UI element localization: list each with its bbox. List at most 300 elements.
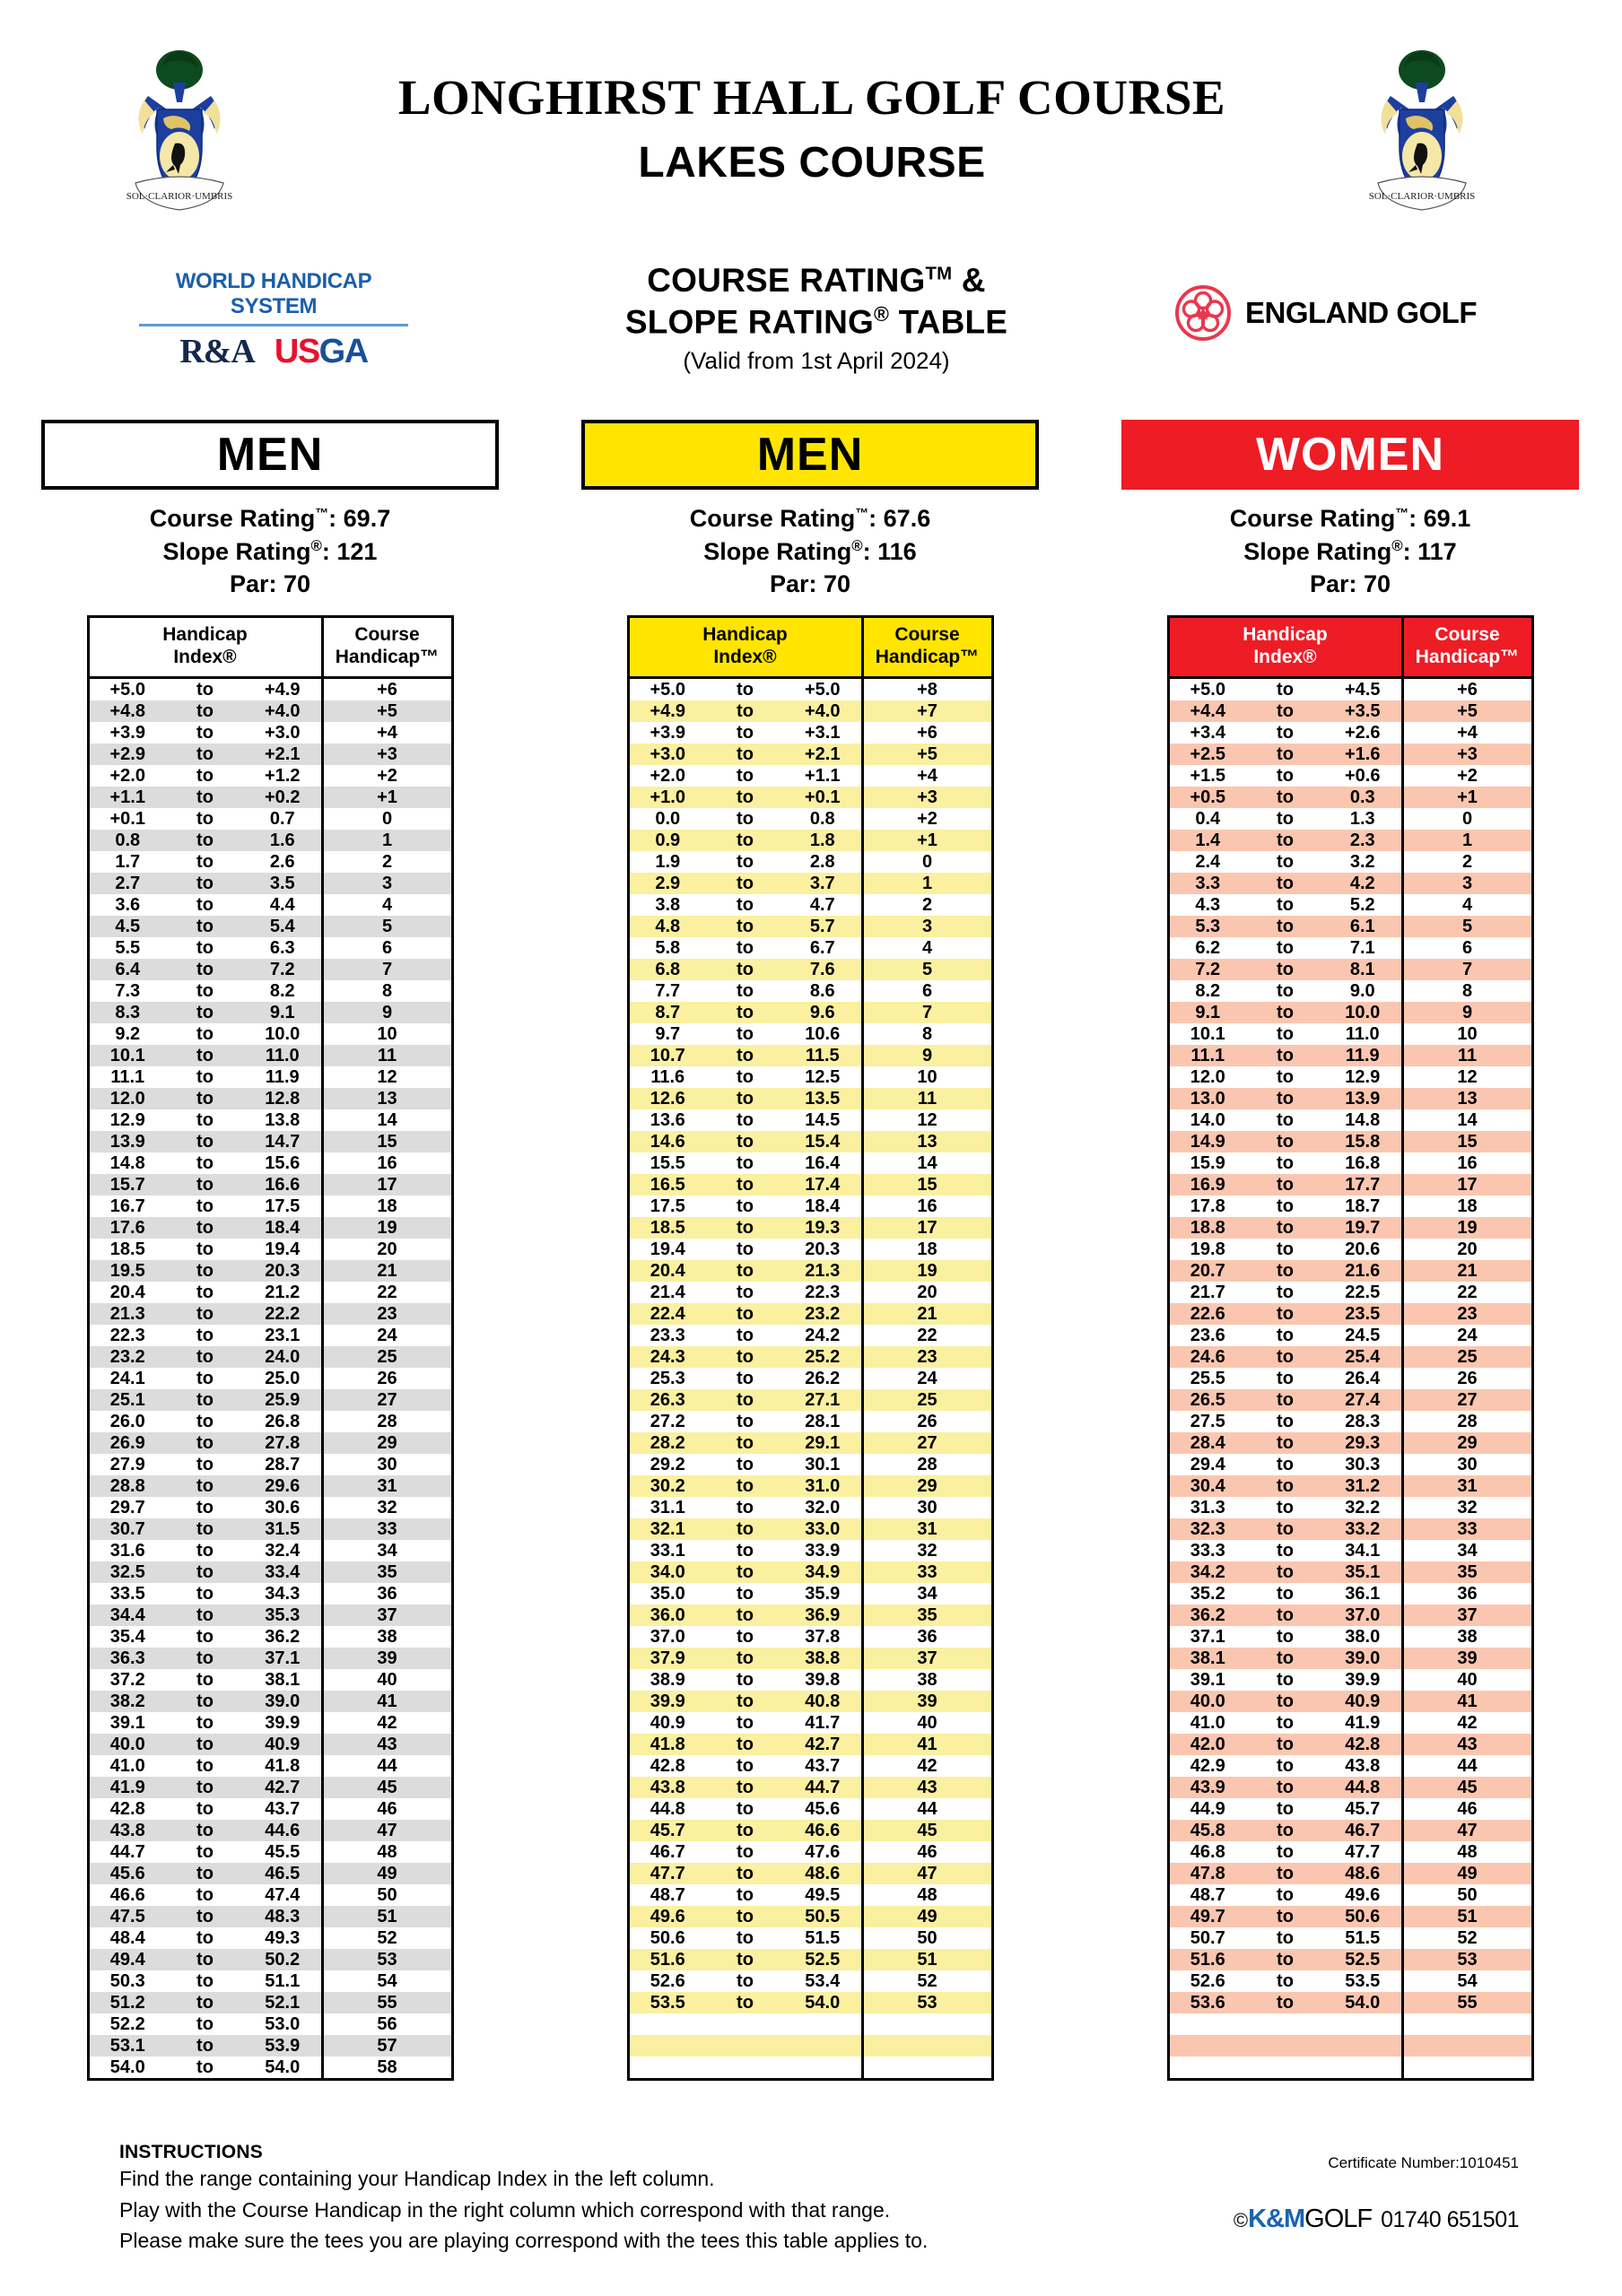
range-high: 37.0 [1324,1605,1402,1626]
table-row [628,1691,992,1712]
range-low: 23.3 [650,1325,685,1345]
range-high: 13.9 [1324,1088,1402,1109]
course-handicap-value: 16 [1457,1152,1478,1173]
table-row [1168,1196,1532,1217]
range-high: 20.3 [244,1260,322,1282]
range-low: 24.1 [109,1368,145,1388]
range-low: 34.4 [88,1605,166,1626]
range-to-label: to [166,1045,244,1066]
course-handicap-value: 43 [1402,1734,1532,1755]
handicap-index-header-l1: Handicap [702,624,788,646]
range-low: 7.3 [115,980,141,1001]
range-high: 18.4 [244,1217,322,1239]
range-to-label: to [1246,1088,1324,1109]
par-line: Par: 70 [769,570,851,598]
course-handicap-value: 51 [1402,1906,1532,1927]
range-high: 39.8 [784,1669,862,1691]
range-high: 25.9 [244,1389,322,1411]
course-handicap-value: 0 [381,808,393,829]
range-high: 23.1 [244,1325,322,1346]
range-to-label: to [1246,1217,1324,1239]
range-high: 45.7 [1324,1798,1402,1820]
empty-cell [1324,2057,1402,2080]
course-handicap-value: 47 [862,1863,992,1884]
table-row [88,916,452,937]
range-high: 44.7 [784,1777,862,1798]
range-to-label: to [1246,1174,1324,1196]
course-rating-label: Course Rating [149,505,316,532]
range-to-label: to [166,1432,244,1454]
range-low: 42.8 [650,1755,685,1776]
range-high: 15.6 [244,1152,322,1174]
range-high: 24.5 [1324,1325,1402,1346]
table-row [628,1927,992,1949]
range-high: 11.0 [1324,1023,1402,1045]
registered-mark: ® [874,301,890,326]
range-to-label: to [166,1949,244,1970]
range-low: 45.8 [1168,1820,1246,1841]
range-low: 50.3 [109,1970,145,1991]
table-row [628,1303,992,1325]
tee-banner-white: MEN [41,420,499,490]
course-handicap-value: 46 [1457,1798,1478,1819]
range-to-label: to [706,959,784,980]
course-handicap-value: +2 [1457,765,1478,786]
course-handicap-value: 38 [1457,1626,1478,1647]
range-high: 53.5 [1324,1970,1402,1992]
range-to-label: to [1246,1346,1324,1368]
range-low: 18.5 [109,1239,145,1259]
table-row [628,851,992,873]
range-low: 29.2 [650,1454,685,1474]
range-to-label: to [196,894,214,915]
range-high: 39.0 [1324,1648,1402,1669]
range-low: +3.0 [628,744,706,765]
course-rating-title-suffix: & [952,262,986,299]
range-low: 40.0 [88,1734,166,1755]
course-handicap-value: 45 [862,1820,992,1841]
range-high: 52.5 [784,1949,862,1970]
course-handicap-value: 38 [917,1669,937,1690]
course-handicap-value: 30 [1457,1454,1478,1474]
range-low: 42.8 [109,1798,145,1819]
course-handicap-value: 50 [377,1884,397,1905]
table-row [1168,700,1532,722]
range-to-label: to [1277,1583,1294,1604]
range-high: 18.4 [784,1196,862,1217]
range-to-label: to [166,1863,244,1884]
course-handicap-value: 42 [377,1712,397,1733]
range-low: 43.8 [628,1777,706,1798]
range-to-label: to [737,851,754,872]
table-row [628,1561,992,1583]
table-row [628,1863,992,1884]
range-low: 8.7 [628,1002,706,1023]
range-high: 12.9 [1324,1066,1402,1088]
table-row [1168,1325,1532,1346]
range-high: 34.1 [1324,1540,1402,1561]
range-high: 6.7 [784,937,862,959]
table-row [88,1131,452,1152]
course-handicap-value: 26 [377,1368,397,1388]
range-to-label: to [166,1777,244,1798]
range-low: 13.9 [88,1131,166,1152]
table-row [88,1927,452,1949]
range-low: 6.4 [88,959,166,980]
table-row [628,1906,992,1927]
table-row [628,959,992,980]
table-row [88,980,452,1002]
range-high: 54.0 [784,1992,862,2013]
range-low: 18.8 [1168,1217,1246,1239]
course-handicap-value: 37 [322,1605,452,1626]
range-high: 1.8 [784,830,862,851]
table-row [88,937,452,959]
empty-cell [784,2057,862,2080]
range-high: 3.2 [1324,851,1402,873]
range-to-label: to [706,1045,784,1066]
course-handicap-value: +8 [917,679,937,700]
range-to-label: to [166,1217,244,1239]
handicap-index-header-l2: Index® [713,646,777,667]
table-row [628,1325,992,1346]
range-to-label: to [706,700,784,722]
table-row [1168,1691,1532,1712]
course-handicap-value: 26 [1457,1368,1478,1388]
table-row [88,2057,452,2080]
table-row [628,1518,992,1540]
range-high: 45.5 [244,1841,322,1863]
range-high: 24.0 [244,1346,322,1368]
range-low: 17.5 [650,1196,685,1216]
course-handicap-value: 6 [1461,937,1473,958]
range-to-label: to [706,1734,784,1755]
table-row [88,1196,452,1217]
range-high: 28.7 [244,1454,322,1475]
range-low: 39.9 [628,1691,706,1712]
range-low: 14.8 [109,1152,145,1173]
range-to-label: to [166,916,244,937]
range-high: 5.4 [244,916,322,937]
course-handicap-header [862,617,992,678]
range-to-label: to [196,1023,214,1044]
table-row [88,1755,452,1777]
range-low: 2.9 [628,873,706,894]
range-high: 22.5 [1324,1282,1402,1303]
range-high: 31.0 [784,1475,862,1497]
course-handicap-value: 20 [917,1282,937,1302]
table-row [88,1863,452,1884]
range-high: 42.7 [244,1777,322,1798]
table-row [1168,1109,1532,1131]
range-to-label: to [1246,1820,1324,1841]
range-low: 44.8 [650,1798,685,1819]
course-handicap-value: 18 [1457,1196,1478,1216]
range-low: 22.6 [1168,1303,1246,1325]
range-low: 0.9 [628,830,706,851]
range-low: 5.8 [655,937,681,958]
course-handicap-value: +5 [322,700,452,722]
table-row [88,808,452,830]
range-low: 18.5 [628,1217,706,1239]
range-to-label: to [196,1454,214,1474]
table-row [88,1066,452,1088]
range-high: 16.8 [1324,1152,1402,1174]
range-high: 50.6 [1324,1906,1402,1927]
table-row-blank [1168,2013,1532,2035]
range-high: 3.7 [784,873,862,894]
range-high: 0.8 [784,808,862,830]
range-high: 9.1 [244,1002,322,1023]
range-low: +5.0 [1190,679,1225,700]
range-to-label: to [1246,1863,1324,1884]
course-handicap-value: 7 [1402,959,1532,980]
range-high: 13.5 [784,1088,862,1109]
range-low: 11.1 [110,1066,145,1087]
table-row [1168,1152,1532,1174]
range-high: 27.1 [784,1389,862,1411]
range-low: 37.0 [650,1626,685,1647]
range-low: 1.9 [655,851,681,872]
range-to-label: to [166,1906,244,1927]
range-low: 12.9 [109,1109,145,1130]
table-row [628,1346,992,1368]
range-low: 53.6 [1168,1992,1246,2013]
range-to-label: to [737,1540,754,1561]
range-low: 19.8 [1190,1239,1225,1259]
tee-column-white [0,420,540,2081]
course-handicap-value: 41 [862,1734,992,1755]
range-low: 36.3 [88,1648,166,1669]
range-high: +2.1 [784,744,862,765]
range-high: 12.5 [784,1066,862,1088]
range-to-label: to [166,1389,244,1411]
range-low: 29.7 [109,1497,145,1518]
range-to-label: to [196,851,214,872]
title-block [269,72,1355,187]
range-low: 48.4 [109,1927,145,1948]
empty-cell [706,2035,784,2057]
range-low: 3.3 [1168,873,1246,894]
range-low: 15.7 [88,1174,166,1196]
table-row [628,1777,992,1798]
range-low: 0.0 [655,808,681,829]
range-to-label: to [706,1217,784,1239]
course-handicap-value: 4 [921,937,933,958]
range-low: 16.9 [1168,1174,1246,1196]
range-to-label: to [737,1798,754,1819]
table-row [628,722,992,744]
table-row [628,1389,992,1411]
course-handicap-value: 10 [1457,1023,1478,1044]
course-handicap-value: 27 [1402,1389,1532,1411]
range-to-label: to [737,1626,754,1647]
range-to-label: to [1246,1432,1324,1454]
range-high: 46.5 [244,1863,322,1884]
range-to-label: to [1246,787,1324,808]
course-handicap-value: 3 [862,916,992,937]
par-line: Par: 70 [1309,570,1391,598]
range-high: 4.4 [244,894,322,916]
range-high: 20.3 [784,1239,862,1260]
range-high: 2.8 [784,851,862,873]
phone-number: 01740 651501 [1381,2207,1519,2232]
range-high: 11.0 [244,1045,322,1066]
course-handicap-header-l1: Course [354,624,420,646]
course-handicap-value: 5 [1402,916,1532,937]
table-row [1168,1841,1532,1863]
range-low: 40.0 [1168,1691,1246,1712]
range-low: 12.6 [628,1088,706,1109]
handicap-table-yellow [627,615,994,2081]
course-rating-value: 69.7 [343,505,391,532]
empty-cell [1324,2035,1402,2057]
range-high: 41.8 [244,1755,322,1777]
course-handicap-value: 22 [377,1282,397,1302]
crest-motto: SOL·CLARIOR·UMBRIS [126,191,233,202]
table-row [88,1561,452,1583]
range-to-label: to [196,1798,214,1819]
range-high: +4.9 [244,677,322,700]
range-to-label: to [196,1368,214,1388]
course-handicap-value: 44 [377,1755,397,1776]
empty-cell [1246,2035,1324,2057]
par-value: 70 [824,570,851,598]
range-high: 47.6 [784,1841,862,1863]
range-high: +0.1 [784,787,862,808]
table-row [88,1583,452,1605]
range-high: 29.1 [784,1432,862,1454]
range-high: 40.8 [784,1691,862,1712]
range-high: 10.0 [1324,1002,1402,1023]
range-to-label: to [706,1949,784,1970]
table-row-blank [628,2057,992,2080]
empty-cell [628,2035,706,2057]
range-high: 51.5 [1324,1927,1402,1949]
table-row [1168,1303,1532,1325]
table-row [1168,1561,1532,1583]
range-low: 51.6 [628,1949,706,1970]
empty-cell [1246,2057,1324,2080]
table-row [88,1368,452,1389]
range-high: 0.3 [1324,787,1402,808]
range-high: 4.2 [1324,873,1402,894]
range-to-label: to [737,1152,754,1173]
range-high: 14.7 [244,1131,322,1152]
range-to-label: to [706,1475,784,1497]
course-handicap-value: 17 [1402,1174,1532,1196]
range-to-label: to [737,1755,754,1776]
course-handicap-value: 49 [862,1906,992,1927]
range-low: 39.1 [1190,1669,1225,1690]
range-high: 8.6 [784,980,862,1002]
range-to-label: to [737,765,754,786]
table-row [628,1626,992,1648]
table-row [88,959,452,980]
instruction-line-2: Play with the Course Handicap in the right column which correspond with that range. [119,2197,891,2222]
range-high: 11.5 [784,1045,862,1066]
table-row [1168,1992,1532,2013]
range-low: +4.4 [1168,700,1246,722]
course-handicap-value: 11 [322,1045,452,1066]
tee-column-yellow [540,420,1080,2081]
table-row [88,1454,452,1475]
range-to-label: to [1246,1992,1324,2013]
range-high: 23.2 [784,1303,862,1325]
slope-rating-label: Slope Rating [1243,537,1392,565]
course-handicap-value: +3 [1402,744,1532,765]
range-low: 49.4 [88,1949,166,1970]
course-handicap-header [322,617,452,678]
range-high: 21.3 [784,1260,862,1282]
whs-title: WORLD HANDICAP SYSTEM [175,269,372,318]
table-row [1168,1583,1532,1605]
course-handicap-value: 21 [862,1303,992,1325]
range-high: 35.9 [784,1583,862,1605]
course-handicap-value: 34 [917,1583,937,1604]
range-low: 2.7 [88,873,166,894]
range-low: 49.7 [1168,1906,1246,1927]
range-high: 51.1 [244,1970,322,1992]
course-handicap-value: 13 [862,1131,992,1152]
range-low: 38.2 [88,1691,166,1712]
range-high: 42.7 [784,1734,862,1755]
course-handicap-value: 50 [1457,1884,1478,1905]
course-rating-title-text: COURSE RATING [647,262,926,299]
course-handicap-value: 9 [322,1002,452,1023]
range-low: 38.9 [650,1669,685,1690]
table-row [88,1260,452,1282]
course-handicap-value: 39 [322,1648,452,1669]
course-handicap-value: +3 [322,744,452,765]
range-low: 10.7 [628,1045,706,1066]
range-high: 30.3 [1324,1454,1402,1475]
course-handicap-value: 44 [917,1798,937,1819]
range-low: 27.9 [109,1454,145,1474]
range-to-label: to [706,1518,784,1540]
range-to-label: to [737,1066,754,1087]
table-row [88,1411,452,1432]
range-to-label: to [1277,1368,1294,1388]
range-low: 35.2 [1190,1583,1225,1604]
range-high: +3.1 [784,722,862,744]
course-handicap-value: 49 [1402,1863,1532,1884]
tee-banner-yellow: MEN [581,420,1039,490]
slope-rating-title-suffix: TABLE [889,303,1008,341]
range-to-label: to [1277,679,1294,700]
range-low: 31.1 [650,1497,685,1518]
range-high: 39.9 [1324,1669,1402,1691]
table-row [88,1841,452,1863]
course-handicap-value: 52 [917,1970,937,1991]
range-to-label: to [1246,1518,1324,1540]
range-low: +5.0 [109,679,145,700]
range-to-label: to [737,1325,754,1345]
range-high: 43.8 [1324,1755,1402,1777]
range-high: 3.5 [244,873,322,894]
range-high: 27.8 [244,1432,322,1454]
course-handicap-value: 3 [322,873,452,894]
range-to-label: to [1277,1970,1294,1991]
slope-rating-label: Slope Rating [162,537,311,565]
course-handicap-value: 5 [862,959,992,980]
table-row [1168,1518,1532,1540]
range-high: +3.5 [1324,700,1402,722]
range-high: 6.1 [1324,916,1402,937]
range-to-label: to [737,1583,754,1604]
range-to-label: to [1277,1454,1294,1474]
range-to-label: to [737,1282,754,1302]
